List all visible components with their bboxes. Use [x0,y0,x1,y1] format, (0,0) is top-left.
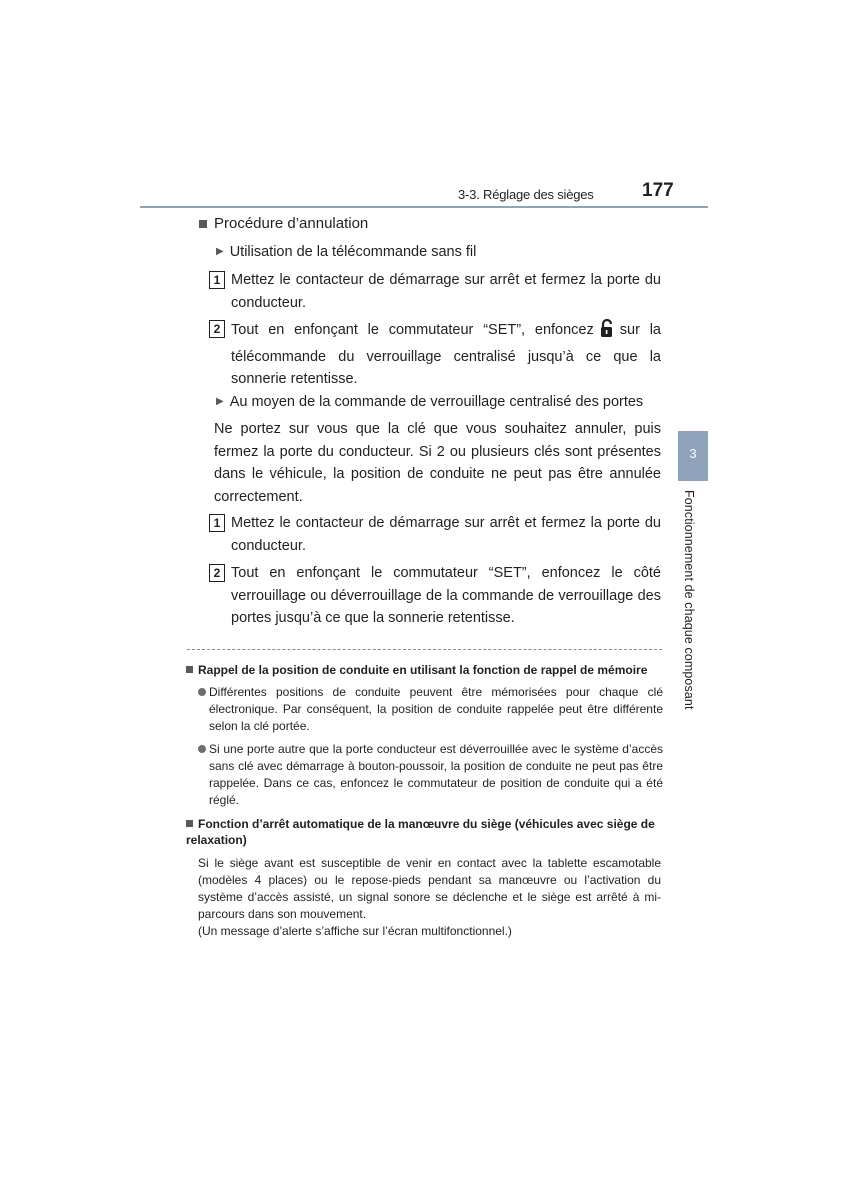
step-1-remote [209,269,661,314]
main-heading [199,214,368,234]
round-bullet-icon [198,745,206,753]
chapter-number: 3 [689,446,697,461]
note-bullet [198,684,663,735]
step-2-door-lock [209,562,661,630]
step-text-before: Tout en enfonçant le commutateur “SET”, enfoncez [231,322,594,338]
step-2-remote [209,318,661,391]
step-number: 2 [209,564,225,582]
note-paragraph: Si le siège avant est susceptible de venir en contact avec la tablette escamotable (modèles 4 places) ou le repose-pieds pendant sa manœuvre ou l’activation du système d’accès assisté, un signal sonore se déclenche et le siège est arrêté à mi-parcours dans son mouvement. [198,856,661,921]
step-text-after: sur la télécommande du verrouillage centralisé jusqu’à ce que la sonnerie retentisse. [231,322,661,387]
subheading-remote [216,241,476,263]
step-text: Mettez le contacteur de démarrage sur arrêt et fermez la porte du conducteur. [231,515,661,554]
step-number: 1 [209,514,225,532]
subheading-text: Utilisation de la télécommande sans fil [229,244,477,260]
note-bullet-text: Différentes positions de conduite peuvent être mémorisées pour chaque clé électronique. Par conséquent, la position de conduite rappelée peut être différente selon la clé portée. [209,685,663,733]
page-number: 177 [642,180,674,201]
note-heading-auto-stop [186,816,664,848]
chapter-tab [678,431,708,481]
unlock-icon [598,318,616,346]
note-heading-text: Fonction d’arrêt automatique de la manœuvre du siège (véhicules avec siège de relaxation) [186,817,655,847]
step-number: 1 [209,271,225,289]
header-rule [140,206,708,208]
chapter-title: Fonctionnement de chaque composant [682,490,696,710]
note-heading-text: Rappel de la position de conduite en utilisant la fonction de rappel de mémoire [198,663,648,677]
step-text: Mettez le contacteur de démarrage sur arrêt et fermez la porte du conducteur. [231,272,661,311]
step-number: 2 [209,320,225,338]
notes-divider [187,649,662,650]
triangle-bullet-icon: ▶ [216,246,224,257]
note-bullet-text: Si une porte autre que la porte conducteur est déverrouillée avec le système d’accès sans clé avec démarrage à bouton-poussoir, la position de conduite ne peut pas être rappelée. Dans ce cas, enfoncez le commutateur de position de conduite qui a été réglé. [209,742,663,807]
step-1-door-lock [209,512,661,557]
subheading-door-lock [216,391,643,413]
round-bullet-icon [198,688,206,696]
subheading-text: Au moyen de la commande de verrouillage centralisé des portes [229,394,644,410]
square-bullet-icon [186,820,193,827]
note-heading-memory-recall [186,662,664,678]
main-heading-text: Procédure d’annulation [214,215,369,232]
note-bullet [198,741,663,809]
section-title: 3-3. Réglage des sièges [458,187,594,202]
square-bullet-icon [199,220,207,228]
step-text [231,318,661,391]
step-text: Tout en enfonçant le commutateur “SET”, enfoncez le côté verrouillage ou déverrouillage de la commande de verrouillage des portes jusqu’à ce que la sonnerie retentisse. [231,565,661,626]
square-bullet-icon [186,666,193,673]
note-paragraph-alert: (Un message d’alerte s’affiche sur l’écran multifonctionnel.) [198,924,512,938]
triangle-bullet-icon: ▶ [216,396,224,407]
door-lock-paragraph: Ne portez sur vous que la clé que vous souhaitez annuler, puis fermez la porte du conducteur. Si 2 ou plusieurs clés sont présentes dans le véhicule, la position de conduite ne peut pas être annulée correctement. [214,421,661,505]
